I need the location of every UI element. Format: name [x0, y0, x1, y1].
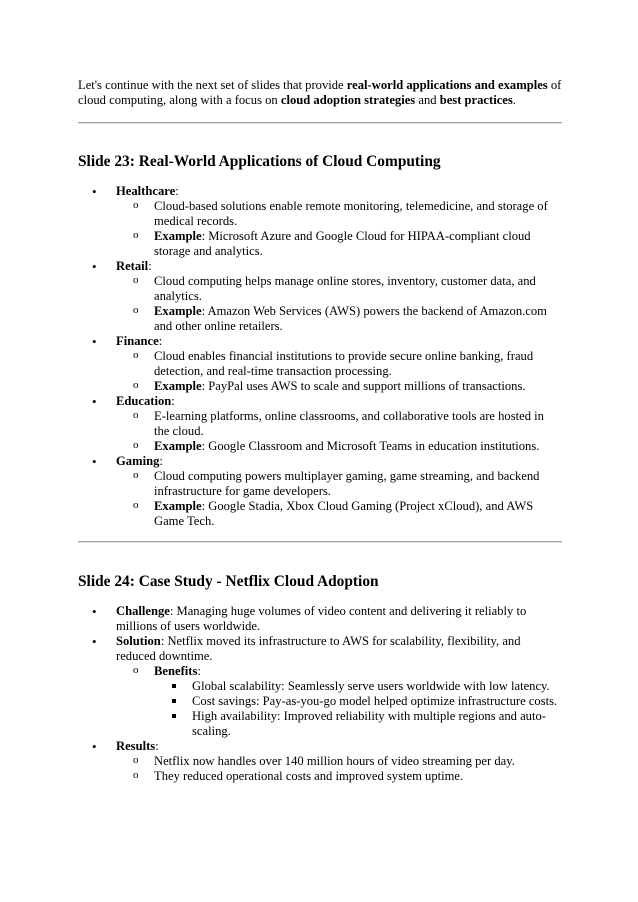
- square-bullet-icon: [172, 684, 176, 688]
- colon: :: [158, 334, 163, 348]
- item-text: : Netflix moved its infrastructure to AWS for scalability, flexibility, and reduced downtime.: [116, 634, 521, 663]
- example-label: Example: [154, 499, 202, 513]
- list-item: [116, 499, 562, 529]
- item-label: Retail: [116, 259, 149, 273]
- item-text: Cloud-based solutions enable remote monitoring, telemedicine, and storage of medical records.: [154, 199, 548, 228]
- circle-marker: o: [133, 469, 139, 481]
- list-item: [116, 199, 562, 229]
- colon: :: [197, 664, 201, 678]
- list-item: [78, 739, 562, 784]
- bullet-marker: •: [92, 604, 97, 619]
- slide-23-title: Slide 23: Real-World Applications of Cloud Computing: [78, 153, 441, 170]
- bullet-marker: •: [92, 394, 97, 409]
- list-item: [78, 334, 562, 394]
- intro-text: .: [512, 93, 516, 107]
- bullet-marker: •: [92, 184, 97, 199]
- circle-marker: o: [133, 199, 139, 211]
- list-item: [116, 304, 562, 334]
- list-item: [116, 469, 562, 499]
- colon: :: [175, 184, 179, 198]
- bullet-marker: •: [92, 259, 97, 274]
- example-label: Example: [154, 439, 202, 453]
- case-study-list: [78, 604, 562, 784]
- list-item: [116, 664, 562, 739]
- intro-paragraph: [78, 78, 562, 108]
- item-text: Cloud computing helps manage online stores, inventory, customer data, and analytics.: [154, 274, 536, 303]
- bullet-marker: •: [92, 634, 97, 649]
- intro-text: and: [415, 93, 440, 107]
- circle-marker: o: [133, 409, 139, 421]
- list-item: [116, 379, 562, 394]
- bullet-marker: •: [92, 334, 97, 349]
- item-text: : Google Stadia, Xbox Cloud Gaming (Project xCloud), and AWS Game Tech.: [154, 499, 534, 528]
- bullet-marker: •: [92, 739, 97, 754]
- circle-marker: o: [133, 229, 139, 241]
- list-item: [78, 604, 562, 634]
- item-text: E-learning platforms, online classrooms, and collaborative tools are hosted in the cloud.: [154, 409, 544, 438]
- item-text: Cloud computing powers multiplayer gaming, game streaming, and backend infrastructure for game developers.: [154, 469, 540, 498]
- list-item: [116, 769, 562, 784]
- item-text: Global scalability: Seamlessly serve users worldwide with low latency.: [192, 679, 550, 693]
- list-item: [116, 409, 562, 439]
- item-text: Netflix now handles over 140 million hours of video streaming per day.: [154, 754, 515, 768]
- list-item: [154, 694, 562, 709]
- intro-text: Let's continue with the next set of slides that provide: [78, 78, 347, 92]
- divider: [78, 541, 562, 543]
- sub-list: [116, 349, 562, 394]
- circle-marker: o: [133, 439, 139, 451]
- circle-marker: o: [133, 349, 139, 361]
- example-label: Example: [154, 304, 202, 318]
- circle-marker: o: [133, 664, 139, 676]
- item-label: Education: [116, 394, 172, 408]
- item-text: : Amazon Web Services (AWS) powers the backend of Amazon.com and other online retailers.: [154, 304, 547, 333]
- colon: :: [155, 739, 159, 753]
- divider: [78, 122, 562, 124]
- square-bullet-icon: [172, 714, 176, 718]
- colon: :: [159, 454, 163, 468]
- sub-list: [116, 664, 562, 739]
- circle-marker: o: [133, 769, 139, 781]
- item-text: Cost savings: Pay-as-you-go model helped optimize infrastructure costs.: [192, 694, 558, 708]
- results-label: Results: [116, 739, 156, 753]
- item-label: Challenge: [116, 604, 170, 618]
- item-text: High availability: Improved reliability with multiple regions and auto-scaling.: [192, 709, 546, 738]
- item-text: They reduced operational costs and improved system uptime.: [154, 769, 464, 783]
- intro-text: of cloud computing, along with a focus on: [78, 78, 562, 107]
- circle-marker: o: [133, 499, 139, 511]
- list-item: [116, 274, 562, 304]
- slide-24-title: Slide 24: Case Study - Netflix Cloud Adoption: [78, 573, 379, 590]
- list-item: [116, 439, 562, 454]
- item-text: : Managing huge volumes of video content and delivering it reliably to millions of users worldwide.: [116, 604, 527, 633]
- item-label: Healthcare: [116, 184, 176, 198]
- item-label: Finance: [116, 334, 159, 348]
- list-item: [116, 229, 562, 259]
- sub-list: [116, 199, 562, 259]
- sub-list: [116, 469, 562, 529]
- document-page: [78, 78, 562, 784]
- intro-bold: best practices: [439, 93, 513, 107]
- list-item: [116, 754, 562, 769]
- item-label: Solution: [116, 634, 161, 648]
- item-text: : Google Classroom and Microsoft Teams in education institutions.: [201, 439, 540, 453]
- list-item: [78, 259, 562, 334]
- applications-list: [78, 184, 562, 529]
- example-label: Example: [154, 229, 202, 243]
- item-text: Cloud enables financial institutions to provide secure online banking, fraud detection, and real-time transaction processing.: [154, 349, 534, 378]
- sub-list: [116, 409, 562, 454]
- item-label: Gaming: [116, 454, 160, 468]
- colon: :: [148, 259, 152, 273]
- circle-marker: o: [133, 754, 139, 766]
- list-item: [78, 634, 562, 739]
- benefits-list: [154, 679, 562, 739]
- list-item: [78, 394, 562, 454]
- item-text: : Microsoft Azure and Google Cloud for HIPAA-compliant cloud storage and analytics.: [154, 229, 531, 258]
- sub-list: [116, 754, 562, 784]
- circle-marker: o: [133, 274, 139, 286]
- example-label: Example: [154, 379, 202, 393]
- circle-marker: o: [133, 379, 139, 391]
- bullet-marker: •: [92, 454, 97, 469]
- list-item: [116, 349, 562, 379]
- colon: :: [171, 394, 175, 408]
- item-text: : PayPal uses AWS to scale and support millions of transactions.: [201, 379, 526, 393]
- intro-bold: real-world applications and examples: [346, 78, 548, 92]
- list-item: [78, 454, 562, 529]
- circle-marker: o: [133, 304, 139, 316]
- list-item: [154, 709, 562, 739]
- square-bullet-icon: [172, 699, 176, 703]
- sub-list: [116, 274, 562, 334]
- list-item: [78, 184, 562, 259]
- benefits-label: Benefits: [154, 664, 198, 678]
- list-item: [154, 679, 562, 694]
- intro-bold: cloud adoption strategies: [280, 93, 416, 107]
